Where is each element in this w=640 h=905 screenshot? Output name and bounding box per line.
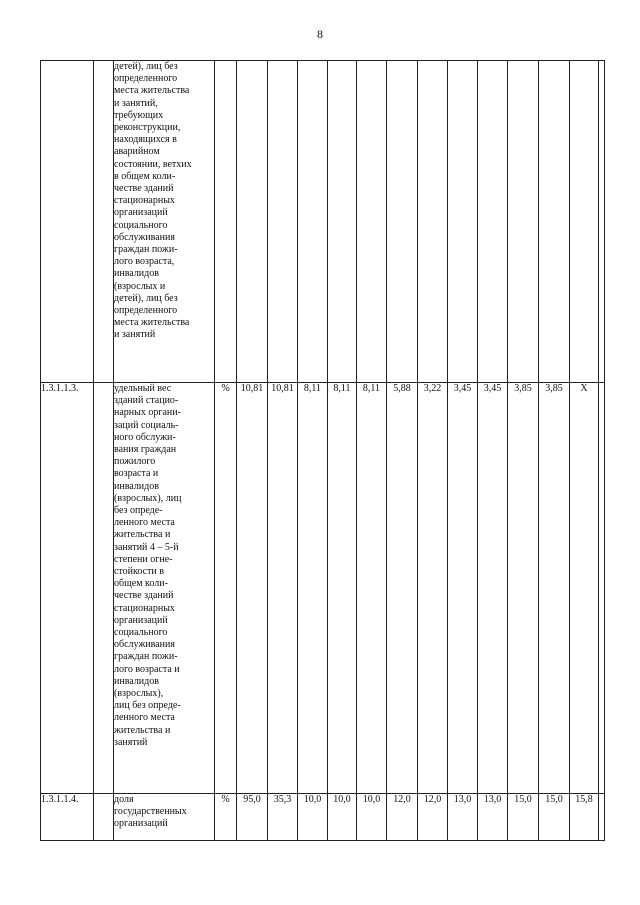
description-line: вания граждан (114, 444, 177, 456)
description-line: организаций (114, 207, 168, 219)
row-unit: % (215, 383, 237, 794)
description-line: честве зданий (114, 183, 174, 195)
row-value: 3,85 (539, 383, 570, 794)
row-value: 12,0 (418, 794, 448, 841)
description-line: требующих (114, 109, 164, 121)
row-value (387, 61, 418, 383)
row-value: 13,0 (478, 794, 508, 841)
row-subcode (94, 794, 114, 841)
description-line: ного обслужи- (114, 431, 176, 443)
row-value: 3,22 (418, 383, 448, 794)
table-row (41, 61, 605, 383)
row-value: 3,85 (508, 383, 539, 794)
description-line: детей), лиц без (114, 61, 178, 72)
description-line: (взрослых и (114, 280, 166, 292)
description-line: (взрослых), лиц (114, 492, 182, 504)
description-line: жительства и (114, 724, 171, 736)
row-value (599, 794, 605, 841)
row-value: 15,8 (570, 794, 599, 841)
description-line: доля (114, 794, 134, 805)
row-value (539, 61, 570, 383)
row-value: 5,88 (387, 383, 418, 794)
row-value: 10,0 (328, 794, 357, 841)
description-line: ленного места (114, 517, 175, 529)
description-line: лиц без опреде- (114, 700, 181, 712)
description-line: зданий стацио- (114, 395, 179, 407)
row-value: Х (570, 383, 599, 794)
description-line: государственных (114, 806, 187, 818)
table-row (41, 794, 605, 841)
description-line: стационарных (114, 602, 175, 614)
description-line: степени огне- (114, 553, 173, 565)
row-value: 10,81 (268, 383, 298, 794)
row-value: 15,0 (539, 794, 570, 841)
description-line: возраста и (114, 468, 159, 480)
row-value (478, 61, 508, 383)
row-description (114, 383, 215, 794)
description-line: жительства и (114, 529, 171, 541)
row-code (41, 61, 94, 383)
row-code: 1.3.1.1.4. (41, 794, 94, 841)
description-line: честве зданий (114, 590, 174, 602)
description-line: нарных органи- (114, 407, 181, 419)
row-description (114, 61, 215, 383)
description-line: ленного места (114, 712, 175, 724)
row-value: 8,11 (298, 383, 328, 794)
row-value: 8,11 (357, 383, 387, 794)
page-number: 8 (317, 27, 323, 41)
description-line: (взрослых), (114, 688, 164, 700)
description-line: общем коли- (114, 578, 168, 590)
description-line: детей), лиц без (114, 292, 178, 304)
row-value: 3,45 (478, 383, 508, 794)
description-line: заций социаль- (114, 419, 179, 431)
description-line: занятий (114, 736, 148, 748)
row-value: 15,0 (508, 794, 539, 841)
row-value: 12,0 (387, 794, 418, 841)
description-line: стационарных (114, 195, 175, 207)
row-value (268, 61, 298, 383)
row-subcode (94, 61, 114, 383)
description-line: граждан пожи- (114, 244, 178, 256)
description-line: удельный вес (114, 383, 172, 394)
row-value (448, 61, 478, 383)
row-value: 10,0 (298, 794, 328, 841)
description-line: лого возраста, (114, 256, 175, 268)
description-line: и занятий (114, 329, 156, 341)
row-value (599, 61, 605, 383)
row-value: 95,0 (237, 794, 268, 841)
description-line: аварийном (114, 146, 160, 158)
row-description (114, 794, 215, 841)
description-line: организаций (114, 818, 168, 830)
row-unit: % (215, 794, 237, 841)
table-row (41, 383, 605, 794)
description-line: находящихся в (114, 134, 177, 146)
description-line: социального (114, 627, 168, 639)
description-line: занятий 4 – 5-й (114, 541, 179, 553)
row-value (570, 61, 599, 383)
row-value: 10,81 (237, 383, 268, 794)
row-value: 3,45 (448, 383, 478, 794)
row-subcode (94, 383, 114, 794)
row-value (599, 383, 605, 794)
row-value: 35,3 (268, 794, 298, 841)
indicator-table (40, 60, 605, 841)
description-line: реконструкции, (114, 122, 181, 134)
description-line: организаций (114, 614, 168, 626)
description-line: лого возраста и (114, 663, 180, 675)
row-value (357, 61, 387, 383)
description-line: обслуживания (114, 639, 175, 651)
row-value (418, 61, 448, 383)
description-line: определенного (114, 73, 178, 85)
row-code: 1.3.1.1.3. (41, 383, 94, 794)
description-line: обслуживания (114, 231, 175, 243)
description-line: инвалидов (114, 480, 159, 492)
description-line: граждан пожи- (114, 651, 178, 663)
description-line: инвалидов (114, 268, 159, 280)
row-value: 13,0 (448, 794, 478, 841)
row-value (328, 61, 357, 383)
description-line: без опреде- (114, 505, 163, 517)
row-value: 8,11 (328, 383, 357, 794)
description-line: определенного (114, 305, 178, 317)
description-line: инвалидов (114, 675, 159, 687)
description-line: в общем коли- (114, 170, 176, 182)
row-value (508, 61, 539, 383)
description-line: состоянии, ветхих (114, 158, 192, 170)
description-line: места жительства (114, 85, 190, 97)
row-unit (215, 61, 237, 383)
description-line: пожилого (114, 456, 156, 468)
description-line: места жительства (114, 317, 190, 329)
row-value: 10,0 (357, 794, 387, 841)
description-line: и занятий, (114, 97, 158, 109)
description-line: социального (114, 219, 168, 231)
row-value (237, 61, 268, 383)
row-value (298, 61, 328, 383)
description-line: стойкости в (114, 566, 165, 578)
